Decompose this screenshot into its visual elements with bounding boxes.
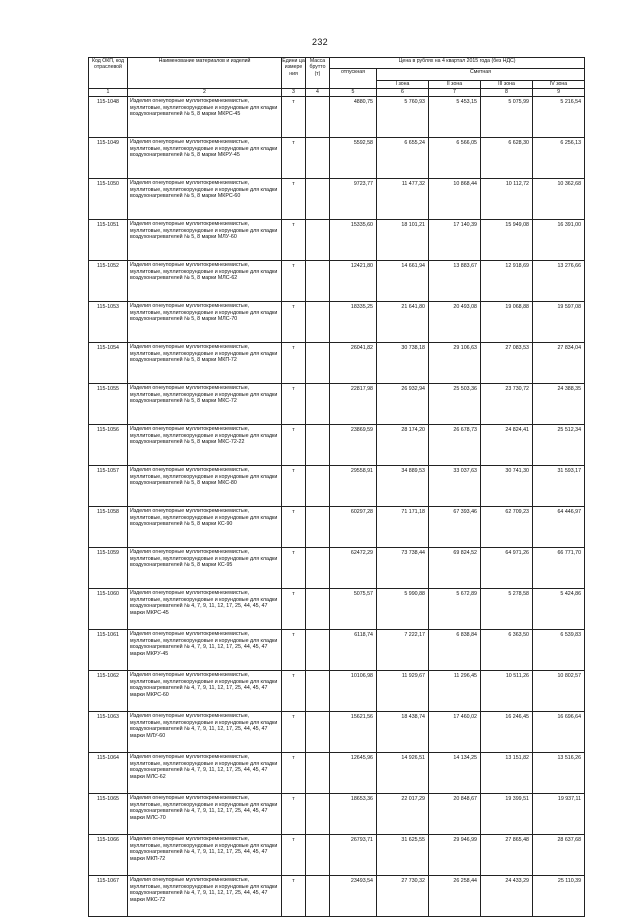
- item-name: Изделия огнеупорные муллитокремнеземистые, муллитовые, муллитокорундовые и корундовые для кладки воздухонагревателей № 5, 8 марки МКП-72: [128, 343, 282, 384]
- zone-1-price: 28 174,20: [377, 425, 429, 466]
- item-unit: т: [282, 548, 306, 589]
- zone-4-price: 19 937,11: [533, 794, 585, 835]
- zone-1-price: 21 641,80: [377, 302, 429, 343]
- item-name: Изделия огнеупорные муллитокремнеземистые, муллитовые, муллитокорундовые и корундовые для кладки воздухонагревателей № 5, 8 марки МЛС-62: [128, 261, 282, 302]
- item-unit: т: [282, 343, 306, 384]
- table-row: [89, 630, 585, 671]
- item-mass: [306, 671, 330, 712]
- release-price: 9723,77: [330, 179, 377, 220]
- zone-3-price: 5 075,99: [481, 97, 533, 138]
- zone-3-price: 27 083,53: [481, 343, 533, 384]
- item-mass: [306, 425, 330, 466]
- header-unit: Едини ца измере ния: [282, 58, 306, 89]
- table-row: [89, 343, 585, 384]
- item-code: 115-1048: [89, 97, 128, 138]
- zone-3-price: 6 628,30: [481, 138, 533, 179]
- zone-4-price: 13 516,26: [533, 753, 585, 794]
- item-mass: [306, 138, 330, 179]
- release-price: 15335,60: [330, 220, 377, 261]
- zone-4-price: 5 424,86: [533, 589, 585, 630]
- item-code: 115-1050: [89, 179, 128, 220]
- item-code: 115-1054: [89, 343, 128, 384]
- release-price: 5592,58: [330, 138, 377, 179]
- zone-1-price: 22 017,29: [377, 794, 429, 835]
- item-unit: т: [282, 179, 306, 220]
- zone-2-price: 26 258,44: [429, 876, 481, 917]
- zone-3-price: 19 399,51: [481, 794, 533, 835]
- zone-3-price: 13 151,82: [481, 753, 533, 794]
- item-code: 115-1063: [89, 712, 128, 753]
- zone-4-price: 16 696,64: [533, 712, 585, 753]
- item-mass: [306, 384, 330, 425]
- item-unit: т: [282, 507, 306, 548]
- zone-1-price: 14 661,94: [377, 261, 429, 302]
- zone-4-price: 16 391,00: [533, 220, 585, 261]
- release-price: 62472,29: [330, 548, 377, 589]
- zone-4-price: 6 256,13: [533, 138, 585, 179]
- column-number: 4: [306, 89, 330, 97]
- zone-1-price: 30 738,18: [377, 343, 429, 384]
- item-unit: т: [282, 630, 306, 671]
- column-number: 1: [89, 89, 128, 97]
- table-row: [89, 753, 585, 794]
- zone-2-price: 17 140,39: [429, 220, 481, 261]
- zone-1-price: 11 477,32: [377, 179, 429, 220]
- zone-3-price: 62 709,23: [481, 507, 533, 548]
- release-price: 15621,56: [330, 712, 377, 753]
- release-price: 29558,91: [330, 466, 377, 507]
- item-unit: т: [282, 425, 306, 466]
- zone-2-price: 20 493,08: [429, 302, 481, 343]
- zone-3-price: 10 112,72: [481, 179, 533, 220]
- zone-2-price: 67 393,46: [429, 507, 481, 548]
- table-row: [89, 507, 585, 548]
- zone-3-price: 24 824,41: [481, 425, 533, 466]
- release-price: 22817,98: [330, 384, 377, 425]
- zone-2-price: 29 946,99: [429, 835, 481, 876]
- zone-2-price: 33 037,63: [429, 466, 481, 507]
- zone-4-price: 64 446,97: [533, 507, 585, 548]
- zone-1-price: 11 929,67: [377, 671, 429, 712]
- table-row: [89, 261, 585, 302]
- item-mass: [306, 466, 330, 507]
- item-mass: [306, 507, 330, 548]
- table-row: [89, 794, 585, 835]
- header-zone-3: III зона: [481, 80, 533, 89]
- table-row: [89, 138, 585, 179]
- zone-4-price: 10 802,57: [533, 671, 585, 712]
- item-name: Изделия огнеупорные муллитокремнеземистые, муллитовые, муллитокорундовые и корундовые для кладки воздухонагревателей № 5, 8 марки МКРУ-45: [128, 138, 282, 179]
- item-code: 115-1061: [89, 630, 128, 671]
- zone-1-price: 14 926,51: [377, 753, 429, 794]
- item-mass: [306, 179, 330, 220]
- table-row: [89, 425, 585, 466]
- release-price: 18653,36: [330, 794, 377, 835]
- zone-1-price: 6 655,24: [377, 138, 429, 179]
- item-name: Изделия огнеупорные муллитокремнеземистые, муллитовые, муллитокорундовые и корундовые для кладки воздухонагревателей № 4, 7, 9, 11, 12, 17, 25, 44, 45, 47 марки МКС-72: [128, 876, 282, 917]
- column-number: 5: [330, 89, 377, 97]
- item-unit: т: [282, 835, 306, 876]
- zone-3-price: 5 278,58: [481, 589, 533, 630]
- item-unit: т: [282, 589, 306, 630]
- item-name: Изделия огнеупорные муллитокремнеземистые, муллитовые, муллитокорундовые и корундовые для кладки воздухонагревателей № 5, 8 марки КС-90: [128, 507, 282, 548]
- zone-2-price: 26 678,73: [429, 425, 481, 466]
- zone-3-price: 6 363,50: [481, 630, 533, 671]
- item-mass: [306, 835, 330, 876]
- zone-4-price: 28 637,68: [533, 835, 585, 876]
- zone-3-price: 15 949,08: [481, 220, 533, 261]
- table-row: [89, 876, 585, 917]
- release-price: 26793,71: [330, 835, 377, 876]
- zone-2-price: 10 868,44: [429, 179, 481, 220]
- item-unit: т: [282, 876, 306, 917]
- release-price: 18335,25: [330, 302, 377, 343]
- column-number: 3: [282, 89, 306, 97]
- release-price: 4880,75: [330, 97, 377, 138]
- item-mass: [306, 261, 330, 302]
- item-unit: т: [282, 97, 306, 138]
- zone-4-price: 5 216,54: [533, 97, 585, 138]
- item-code: 115-1052: [89, 261, 128, 302]
- zone-1-price: 73 738,44: [377, 548, 429, 589]
- item-mass: [306, 548, 330, 589]
- zone-1-price: 5 990,88: [377, 589, 429, 630]
- zone-4-price: 13 276,66: [533, 261, 585, 302]
- release-price: 10106,98: [330, 671, 377, 712]
- table-row: [89, 302, 585, 343]
- item-unit: т: [282, 261, 306, 302]
- item-unit: т: [282, 794, 306, 835]
- item-unit: т: [282, 138, 306, 179]
- item-name: Изделия огнеупорные муллитокремнеземистые, муллитовые, муллитокорундовые и корундовые для кладки воздухонагревателей № 5, 8 марки МКРС-45: [128, 97, 282, 138]
- release-price: 5075,57: [330, 589, 377, 630]
- zone-2-price: 11 296,45: [429, 671, 481, 712]
- zone-2-price: 6 838,84: [429, 630, 481, 671]
- zone-3-price: 19 068,88: [481, 302, 533, 343]
- table-row: [89, 835, 585, 876]
- release-price: 60297,28: [330, 507, 377, 548]
- item-name: Изделия огнеупорные муллитокремнеземистые, муллитовые, муллитокорундовые и корундовые для кладки воздухонагревателей № 4, 7, 9, 11, 12, 17, 25, 44, 45, 47 марки МЛС-62: [128, 753, 282, 794]
- item-name: Изделия огнеупорные муллитокремнеземистые, муллитовые, муллитокорундовые и корундовые для кладки воздухонагревателей № 5, 8 марки МЛУ-60: [128, 220, 282, 261]
- zone-1-price: 7 222,17: [377, 630, 429, 671]
- header-name: Наименование материалов и изделий: [128, 58, 282, 89]
- table-row: [89, 384, 585, 425]
- zone-3-price: 64 971,26: [481, 548, 533, 589]
- column-number: 6: [377, 89, 429, 97]
- table-row: [89, 712, 585, 753]
- price-table: [88, 57, 585, 917]
- zone-2-price: 69 824,52: [429, 548, 481, 589]
- item-code: 115-1055: [89, 384, 128, 425]
- header-code: Код ОКП, код отраслевой: [89, 58, 128, 89]
- page-number: 232: [312, 37, 328, 47]
- item-name: Изделия огнеупорные муллитокремнеземистые, муллитовые, муллитокорундовые и корундовые для кладки воздухонагревателей № 4, 7, 9, 11, 12, 17, 25, 44, 45, 47 марки МКП-72: [128, 835, 282, 876]
- release-price: 23869,59: [330, 425, 377, 466]
- zone-4-price: 25 512,34: [533, 425, 585, 466]
- zone-2-price: 20 848,67: [429, 794, 481, 835]
- item-unit: т: [282, 753, 306, 794]
- release-price: 12645,96: [330, 753, 377, 794]
- item-code: 115-1064: [89, 753, 128, 794]
- item-name: Изделия огнеупорные муллитокремнеземистые, муллитовые, муллитокорундовые и корундовые для кладки воздухонагревателей № 4, 7, 9, 11, 12, 17, 25, 44, 45, 47 марки МЛУ-60: [128, 712, 282, 753]
- table-row: [89, 179, 585, 220]
- zone-2-price: 17 460,02: [429, 712, 481, 753]
- table-row: [89, 671, 585, 712]
- item-code: 115-1058: [89, 507, 128, 548]
- item-mass: [306, 712, 330, 753]
- item-code: 115-1060: [89, 589, 128, 630]
- zone-4-price: 27 834,04: [533, 343, 585, 384]
- table-row: [89, 589, 585, 630]
- release-price: 23493,54: [330, 876, 377, 917]
- item-mass: [306, 630, 330, 671]
- zone-1-price: 34 889,53: [377, 466, 429, 507]
- table-row: [89, 220, 585, 261]
- header-zone-2: II зона: [429, 80, 481, 89]
- item-code: 115-1056: [89, 425, 128, 466]
- zone-4-price: 19 597,08: [533, 302, 585, 343]
- header-zone-1: I зона: [377, 80, 429, 89]
- item-name: Изделия огнеупорные муллитокремнеземистые, муллитовые, муллитокорундовые и корундовые для кладки воздухонагревателей № 5, 8 марки МЛС-70: [128, 302, 282, 343]
- item-name: Изделия огнеупорные муллитокремнеземистые, муллитовые, муллитокорундовые и корундовые для кладки воздухонагревателей № 4, 7, 9, 11, 12, 17, 25, 44, 45, 47 марки МКРУ-45: [128, 630, 282, 671]
- zone-2-price: 25 503,36: [429, 384, 481, 425]
- header-zone-4: IV зона: [533, 80, 585, 89]
- zone-3-price: 12 918,69: [481, 261, 533, 302]
- item-code: 115-1067: [89, 876, 128, 917]
- zone-1-price: 26 932,94: [377, 384, 429, 425]
- zone-1-price: 71 171,18: [377, 507, 429, 548]
- zone-4-price: 31 593,17: [533, 466, 585, 507]
- item-mass: [306, 753, 330, 794]
- zone-1-price: 18 438,74: [377, 712, 429, 753]
- column-number: 9: [533, 89, 585, 97]
- item-mass: [306, 876, 330, 917]
- release-price: 26041,82: [330, 343, 377, 384]
- item-code: 115-1065: [89, 794, 128, 835]
- item-mass: [306, 589, 330, 630]
- zone-2-price: 5 453,15: [429, 97, 481, 138]
- item-code: 115-1059: [89, 548, 128, 589]
- zone-3-price: 23 730,72: [481, 384, 533, 425]
- zone-3-price: 10 511,26: [481, 671, 533, 712]
- zone-2-price: 29 106,63: [429, 343, 481, 384]
- item-code: 115-1049: [89, 138, 128, 179]
- item-mass: [306, 343, 330, 384]
- header-estimate-price: Сметная: [377, 69, 585, 81]
- item-mass: [306, 97, 330, 138]
- zone-4-price: 24 388,35: [533, 384, 585, 425]
- zone-4-price: 66 771,70: [533, 548, 585, 589]
- release-price: 12421,80: [330, 261, 377, 302]
- zone-3-price: 24 433,29: [481, 876, 533, 917]
- item-unit: т: [282, 384, 306, 425]
- item-code: 115-1062: [89, 671, 128, 712]
- item-mass: [306, 794, 330, 835]
- zone-4-price: 25 110,39: [533, 876, 585, 917]
- item-code: 115-1057: [89, 466, 128, 507]
- zone-2-price: 13 883,67: [429, 261, 481, 302]
- item-name: Изделия огнеупорные муллитокремнеземистые, муллитовые, муллитокорундовые и корундовые для кладки воздухонагревателей № 5, 8 марки КС-95: [128, 548, 282, 589]
- item-unit: т: [282, 220, 306, 261]
- zone-1-price: 31 625,55: [377, 835, 429, 876]
- column-number: 8: [481, 89, 533, 97]
- zone-4-price: 10 362,68: [533, 179, 585, 220]
- zone-1-price: 5 760,93: [377, 97, 429, 138]
- item-name: Изделия огнеупорные муллитокремнеземистые, муллитовые, муллитокорундовые и корундовые для кладки воздухонагревателей № 4, 7, 9, 11, 12, 17, 25, 44, 45, 47 марки МЛС-70: [128, 794, 282, 835]
- item-mass: [306, 220, 330, 261]
- zone-4-price: 6 539,83: [533, 630, 585, 671]
- item-unit: т: [282, 712, 306, 753]
- item-unit: т: [282, 671, 306, 712]
- zone-1-price: 18 101,21: [377, 220, 429, 261]
- column-number: 2: [128, 89, 282, 97]
- item-name: Изделия огнеупорные муллитокремнеземистые, муллитовые, муллитокорундовые и корундовые для кладки воздухонагревателей № 5, 8 марки МКС-72: [128, 384, 282, 425]
- item-unit: т: [282, 466, 306, 507]
- header-mass: Масса брутто (т): [306, 58, 330, 89]
- header-price-title: Цена в рублях на 4 квартал 2015 года (без НДС): [330, 58, 585, 69]
- item-name: Изделия огнеупорные муллитокремнеземистые, муллитовые, муллитокорундовые и корундовые для кладки воздухонагревателей № 5, 8 марки МКС-80: [128, 466, 282, 507]
- zone-2-price: 5 672,89: [429, 589, 481, 630]
- zone-2-price: 14 134,25: [429, 753, 481, 794]
- release-price: 6118,74: [330, 630, 377, 671]
- item-code: 115-1051: [89, 220, 128, 261]
- item-name: Изделия огнеупорные муллитокремнеземистые, муллитовые, муллитокорундовые и корундовые для кладки воздухонагревателей № 4, 7, 9, 11, 12, 17, 25, 44, 45, 47 марки МКРС-60: [128, 671, 282, 712]
- item-name: Изделия огнеупорные муллитокремнеземистые, муллитовые, муллитокорундовые и корундовые для кладки воздухонагревателей № 4, 7, 9, 11, 12, 17, 25, 44, 45, 47 марки МКРС-45: [128, 589, 282, 630]
- table-row: [89, 466, 585, 507]
- item-code: 115-1066: [89, 835, 128, 876]
- table-row: [89, 548, 585, 589]
- item-name: Изделия огнеупорные муллитокремнеземистые, муллитовые, муллитокорундовые и корундовые для кладки воздухонагревателей № 5, 8 марки МКС-72-22: [128, 425, 282, 466]
- zone-3-price: 27 865,48: [481, 835, 533, 876]
- zone-3-price: 16 246,45: [481, 712, 533, 753]
- header-release-price: отпускная: [330, 69, 377, 89]
- zone-3-price: 30 741,30: [481, 466, 533, 507]
- table-row: [89, 97, 585, 138]
- item-code: 115-1053: [89, 302, 128, 343]
- column-number: 7: [429, 89, 481, 97]
- item-unit: т: [282, 302, 306, 343]
- zone-2-price: 6 566,05: [429, 138, 481, 179]
- zone-1-price: 27 730,32: [377, 876, 429, 917]
- item-name: Изделия огнеупорные муллитокремнеземистые, муллитовые, муллитокорундовые и корундовые для кладки воздухонагревателей № 5, 8 марки МКРС-60: [128, 179, 282, 220]
- item-mass: [306, 302, 330, 343]
